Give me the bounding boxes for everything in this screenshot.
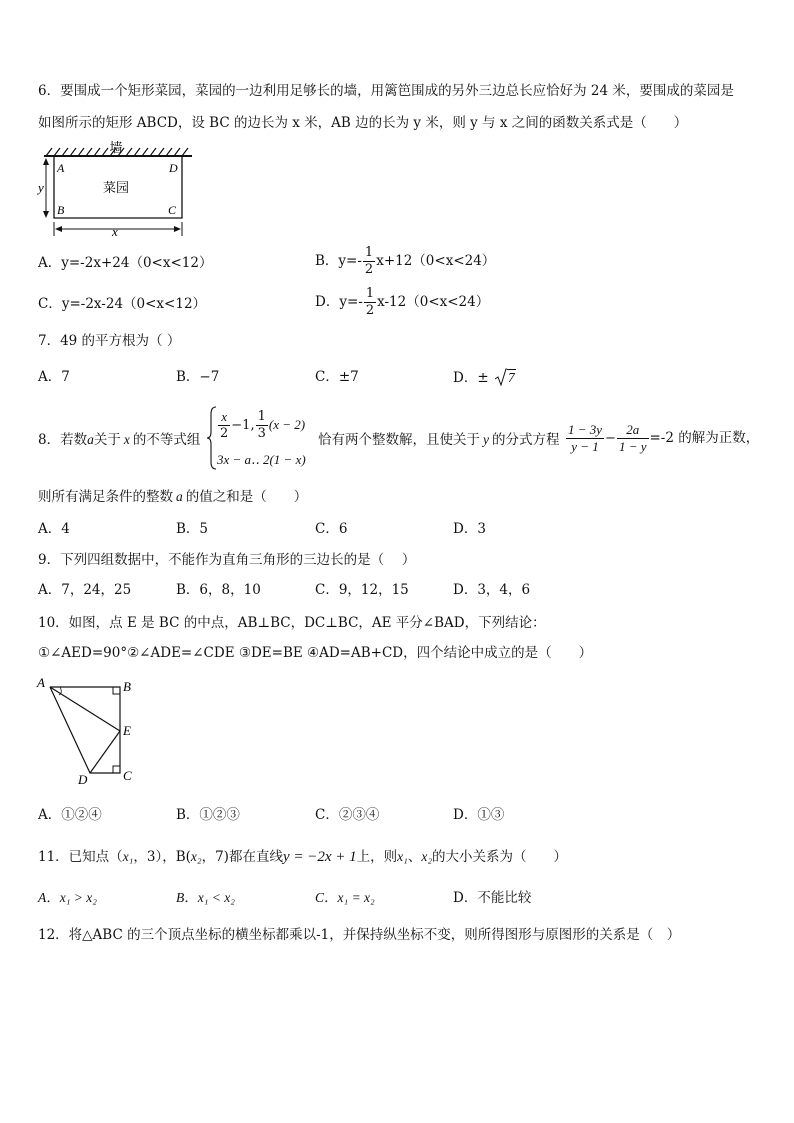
q8-text-mid3: 恰有两个整数解，且使关于 xyxy=(318,432,480,448)
q8-f1-num: 1 − 3y xyxy=(568,422,603,437)
q8-choice-b: B．5 xyxy=(176,521,209,537)
q11-choice-c: C．x₁ = x₂ xyxy=(315,890,375,905)
q6-fig-label-A: A xyxy=(57,161,65,175)
q8-text-mid2: 的不等式组 xyxy=(132,432,201,448)
q6-choice-d-pre: D．y=- xyxy=(315,294,363,310)
q8-var-x: x xyxy=(123,432,130,447)
q8-stem-line2 xyxy=(38,488,307,506)
q7-choice-d-radicand: 7 xyxy=(507,370,515,385)
q8-line2-pre: 则所有满足条件的整数 xyxy=(38,489,173,505)
q6-fig-label-x: x xyxy=(112,224,118,239)
q11-var-x1-again: x₁ xyxy=(397,849,408,864)
q8-eq-minus: − xyxy=(605,431,616,446)
q10-choice-b: B．①②③ xyxy=(176,807,240,823)
q9-choice-d: D．3，4，6 xyxy=(453,582,531,598)
q10-choice-d: D．①③ xyxy=(453,807,505,823)
q11-var-x2: x₂ xyxy=(190,849,202,864)
q10-stem-line2: ①∠AED=90°②∠ADE=∠CDE ③DE=BE ④AD=AB+CD，四个结论中成立的是（ ） xyxy=(38,645,593,661)
q11-text-mid1: ，3），B( xyxy=(133,849,191,865)
q7-choice-a: A．7 xyxy=(38,369,70,385)
q8-var-y: y xyxy=(483,432,489,447)
q6-choice-c: C．y=-2x-24（0<x<12） xyxy=(38,296,207,312)
q6-choice-d xyxy=(315,286,489,319)
q10-fig-label-B: B xyxy=(123,679,131,694)
q8-f2-den: 1 − y xyxy=(618,439,647,454)
q11-choice-d: D．不能比较 xyxy=(453,890,532,906)
q8-stem-part1 xyxy=(38,431,200,449)
q6-choice-b-fraction xyxy=(363,245,375,278)
q6-choice-b xyxy=(315,245,495,278)
q11-choice-b: B．x₁ < x₂ xyxy=(176,890,235,905)
q6-d-denominator: 2 xyxy=(365,303,375,318)
q10-fig-label-A: A xyxy=(37,675,45,690)
q7-choice-d xyxy=(453,368,516,387)
q9-choice-b: B．6，8，10 xyxy=(176,582,261,598)
q8-text-mid1: 关于 xyxy=(93,432,121,448)
q9-stem: 9．下列四组数据中，不能作为直角三角形的三边长的是（ ） xyxy=(38,552,416,568)
q11-text-mid3: 上，则 xyxy=(356,849,398,865)
q11-line-equation: y = −2x + 1 xyxy=(282,849,357,865)
q11-text-mid2: ，7)都在直线 xyxy=(201,849,283,865)
q11-stem xyxy=(38,848,567,866)
q9-choice-a: A．7，24，25 xyxy=(38,582,132,598)
q8-stem-part2 xyxy=(318,431,560,449)
q6-b-denominator: 2 xyxy=(364,262,374,277)
q11-text-pre: 11．已知点（ xyxy=(38,849,123,865)
q7-choice-b: B．−7 xyxy=(176,369,220,385)
q8-line2-post: 的值之和是（ ） xyxy=(185,489,308,505)
q10-choice-c: C．②③④ xyxy=(315,807,380,823)
q8-r1-b-num: 1 xyxy=(257,409,266,424)
q6-fig-label-B: B xyxy=(57,203,65,217)
q8-r1-mid: −1, xyxy=(231,418,255,433)
sqrt-sign-icon xyxy=(495,368,507,386)
q8-choice-d: D．3 xyxy=(453,521,486,537)
q8-r1-frac-a xyxy=(218,409,230,442)
q8-r1-frac-b xyxy=(256,409,268,442)
q8-r1-post: (x − 2) xyxy=(268,417,306,432)
q8-r1-a-den: 2 xyxy=(220,426,229,441)
q6-garden-figure xyxy=(36,140,196,240)
q11-text-mid4: 、 xyxy=(407,849,422,865)
q8-r1-a-num: x xyxy=(218,409,230,426)
q8-eq-frac2 xyxy=(617,422,649,455)
q8-text-pre: 8．若数 xyxy=(38,432,88,448)
q8-choice-a: A．4 xyxy=(38,521,70,537)
q8-system-row1 xyxy=(217,409,305,442)
q6-d-numerator: 1 xyxy=(365,286,375,301)
q7-stem: 7．49 的平方根为（ ） xyxy=(38,333,181,349)
q11-text-post: 的大小关系为（ ） xyxy=(432,849,568,865)
q6-choice-b-post: x+12（0<x<24） xyxy=(376,253,496,269)
q6-choice-a: A．y=-2x+24（0<x<12） xyxy=(38,255,213,271)
q8-equation xyxy=(565,422,759,455)
q6-stem-line1: 6．要围成一个矩形菜园，菜园的一边利用足够长的墙，用篱笆围成的另外三边总长应恰好为 24 米，要围成的菜园是 xyxy=(38,83,734,99)
q10-stem-line1: 10．如图，点 E 是 BC 的中点，AB⊥BC，DC⊥BC，AE 平分∠BAD，下列结论： xyxy=(38,615,546,631)
q8-system-row2: 3x − a‥ 2(1 − x) xyxy=(217,452,306,467)
brace-icon xyxy=(207,406,217,470)
q9-choice-c: C．9，12，15 xyxy=(315,582,409,598)
q6-choice-d-fraction xyxy=(364,286,376,319)
q8-choice-c: C．6 xyxy=(315,521,348,537)
q6-b-numerator: 1 xyxy=(364,245,374,260)
q8-var-a: a xyxy=(87,432,94,447)
q8-eq-frac1 xyxy=(566,422,604,455)
q11-choice-a: A．x₁ > x₂ xyxy=(38,890,97,905)
q8-eq-tail: =-2 的解为正数， xyxy=(649,430,760,446)
q11-var-x1: x₁ xyxy=(122,849,134,864)
q6-fig-garden-label: 菜园 xyxy=(102,180,130,195)
q10-fig-label-C: C xyxy=(123,768,132,783)
q8-f1-den: y − 1 xyxy=(571,439,599,454)
q11-var-x2-again: x₂ xyxy=(421,849,433,864)
q7-choice-d-pre: D．± xyxy=(453,370,489,386)
q6-fig-label-D: D xyxy=(169,161,178,175)
q12-stem: 12．将△ABC 的三个顶点坐标的横坐标都乘以-1，并保持纵坐标不变，则所得图形与原图形的关系是（ ） xyxy=(38,927,681,943)
q8-f2-num: 2a xyxy=(617,422,649,439)
q10-quadrilateral-figure xyxy=(34,673,144,788)
q7-choice-c: C．±7 xyxy=(315,369,359,385)
q6-choice-d-post: x-12（0<x<24） xyxy=(377,294,490,310)
q8-line2-var-a: a xyxy=(176,489,183,504)
q6-stem-line2: 如图所示的矩形 ABCD，设 BC 的边长为 x 米，AB 边的长为 y 米，则 y 与 x 之间的函数关系式是（ ） xyxy=(38,115,688,131)
q6-fig-label-y: y xyxy=(38,180,44,195)
q10-fig-label-E: E xyxy=(123,723,131,738)
q10-choice-a: A．①②④ xyxy=(38,807,102,823)
q6-fig-wall-label: 墙 xyxy=(109,140,123,155)
q10-fig-label-D: D xyxy=(78,772,88,787)
q6-fig-label-C: C xyxy=(168,203,177,217)
q8-r1-b-den: 3 xyxy=(257,426,266,441)
q8-text-mid4: 的分式方程 xyxy=(492,432,560,448)
q6-choice-b-pre: B．y=- xyxy=(315,253,362,269)
